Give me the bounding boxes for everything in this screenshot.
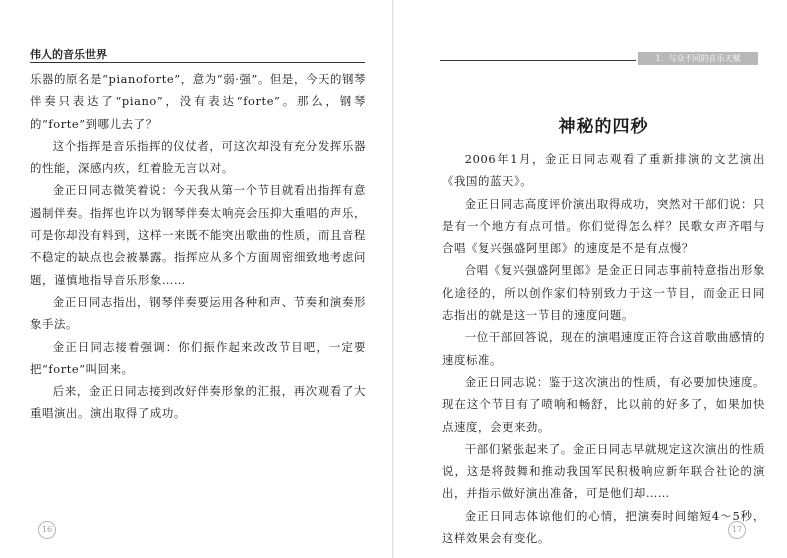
running-head-left: 伟人的音乐世界 — [30, 48, 107, 61]
right-page-body — [442, 148, 765, 549]
page-number-text: 16 — [41, 525, 53, 534]
paragraph: 金正日同志体谅他们的心情，把演奏时间缩短4～5秒，这样效果会有变化。 — [442, 508, 765, 546]
paragraph: 金正日同志微笑着说：今天我从第一个节目就看出指挥有意遏制伴奏。指挥也许以为钢琴伴奏太响亮会压抑大重唱的声乐，可是你却没有料到，这样一来既不能突出歌曲的性质，而且音程不稳定的缺点也会被暴露。指挥应从多个方面周密细致地考虑问题，谨慎地指导音乐形象…… — [30, 183, 366, 287]
paragraph: 一位干部回答说，现在的演唱速度正符合这首歌曲感情的速度标准。 — [442, 330, 765, 367]
chapter-title: 神秘的四秒 — [558, 117, 649, 137]
page-number-text: 17 — [731, 525, 743, 534]
page-number-left — [37, 520, 57, 540]
running-head-right: 1．与众不同的音乐天赋 — [638, 52, 758, 65]
page-number-right — [727, 520, 747, 540]
paragraph: 金正日同志接着强调：你们振作起来改改节目吧，一定要把“forte”叫回来。 — [30, 339, 366, 376]
paragraph: 2006年1月，金正日同志观看了重新排演的文艺演出《我国的蓝天》。 — [442, 152, 765, 189]
paragraph: 后来，金正日同志接到改好伴奏形象的汇报，再次观看了大重唱演出。演出取得了成功。 — [30, 384, 366, 421]
paragraph: 这个指挥是音乐指挥的仪仗者，可这次却没有充分发挥乐器的性能，深感内疚，红着脸无言以对。 — [30, 138, 366, 176]
paragraph: 金正日同志说：鉴于这次演出的性质，有必要加快速度。现在这个节目有了喷响和畅舒，比以前的好多了，如果加快点速度，会更来劲。 — [442, 374, 765, 434]
right-page — [394, 0, 787, 558]
paragraph: 干部们紧张起来了。金正日同志早就规定这次演出的性质说，这是将鼓舞和推动我国军民积极响应新年联合社论的演出，并指示做好演出准备，可是他们却…… — [442, 441, 765, 501]
paragraph: 金正日同志指出，钢琴伴奏要运用各种和声、节奏和演奏形象手法。 — [30, 294, 366, 332]
header-rule-left — [30, 62, 365, 63]
header-rule-right — [440, 60, 636, 61]
paragraph: 合唱《复兴强盛阿里郎》是金正日同志事前特意指出形象化途径的，所以创作家们特别致力于这一节目，而金正日同志指出的就是这一节目的速度问题。 — [442, 263, 765, 323]
left-page-body — [30, 68, 366, 425]
paragraph: 乐器的原名是“pianoforte”，意为“弱·强”。但是，今天的钢琴伴奏只表达了“piano”，没有表达“forte”。那么，钢琴的“forte”到哪儿去了？ — [30, 72, 366, 131]
left-page — [0, 0, 393, 558]
paragraph: 金正日同志高度评价演出取得成功，突然对干部们说：只是有一个地方有点可惜。你们觉得怎么样？民歌女声齐唱与合唱《复兴强盛阿里郎》的速度是不是有点慢？ — [442, 196, 765, 256]
